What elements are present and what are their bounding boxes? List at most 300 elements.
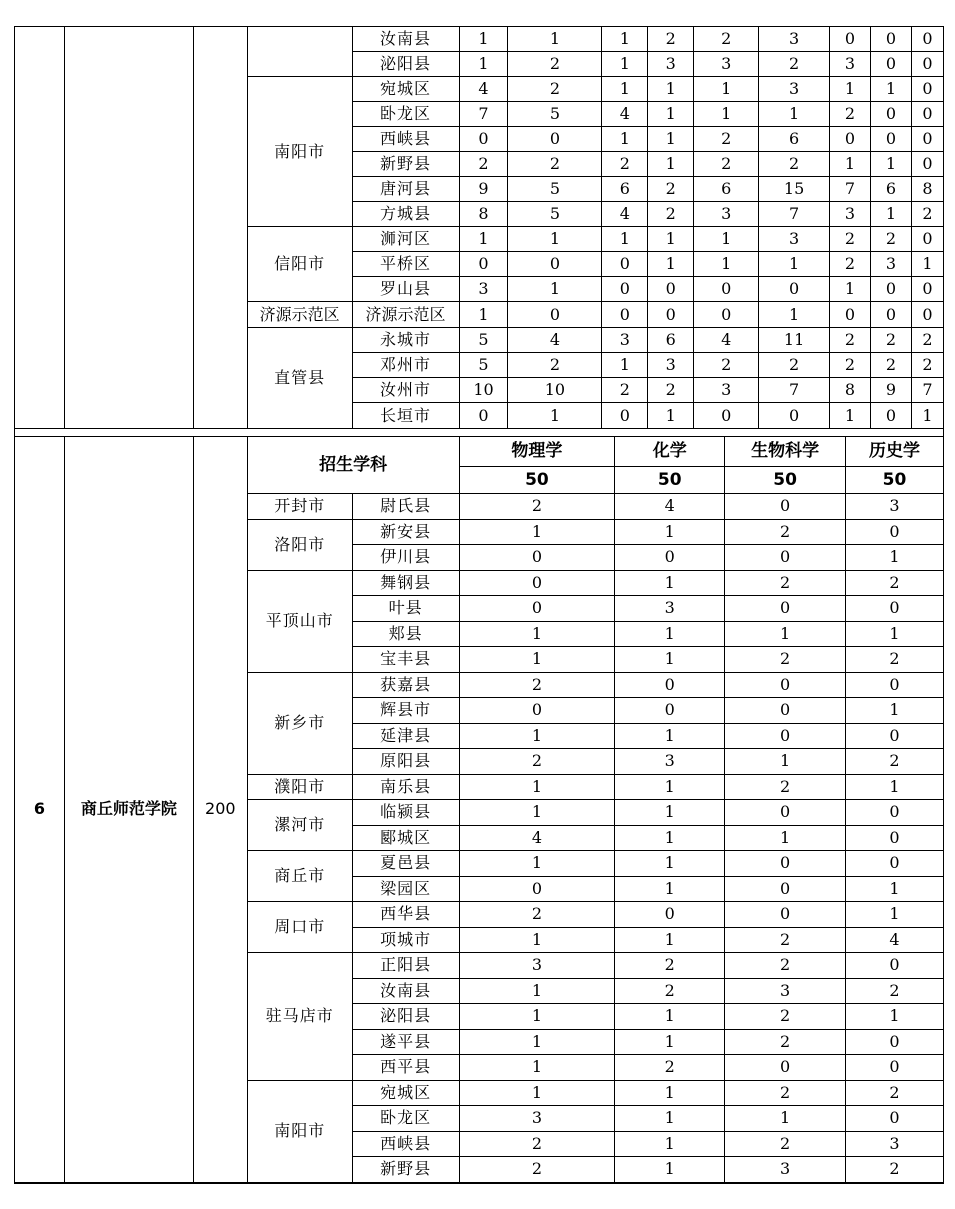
value-cell: 0 <box>911 127 943 152</box>
value-cell: 0 <box>648 277 694 302</box>
value-cell: 0 <box>911 52 943 77</box>
value-cell: 2 <box>459 672 615 698</box>
county-cell: 西华县 <box>352 902 459 928</box>
value-cell: 1 <box>725 825 846 851</box>
value-cell: 6 <box>602 177 648 202</box>
county-cell: 郾城区 <box>352 825 459 851</box>
value-cell: 6 <box>759 127 830 152</box>
value-cell: 1 <box>694 252 759 277</box>
value-cell: 1 <box>459 800 615 826</box>
county-cell: 西平县 <box>352 1055 459 1081</box>
top-quota-table <box>14 26 944 429</box>
value-cell: 2 <box>725 774 846 800</box>
value-cell: 3 <box>648 353 694 378</box>
value-cell: 1 <box>508 277 602 302</box>
value-cell: 1 <box>615 876 725 902</box>
value-cell: 1 <box>459 774 615 800</box>
value-cell: 1 <box>830 77 871 102</box>
value-cell: 2 <box>725 570 846 596</box>
value-cell: 1 <box>602 77 648 102</box>
school-6-quota-table <box>14 436 944 1183</box>
value-cell: 3 <box>694 378 759 403</box>
value-cell: 7 <box>759 378 830 403</box>
value-cell: 0 <box>911 277 943 302</box>
value-cell: 4 <box>602 202 648 227</box>
value-cell: 0 <box>615 672 725 698</box>
city-cell <box>247 27 352 77</box>
value-cell: 0 <box>846 1106 944 1132</box>
value-cell: 2 <box>911 353 943 378</box>
value-cell: 1 <box>459 723 615 749</box>
value-cell: 1 <box>694 102 759 127</box>
city-cell: 直管县 <box>247 328 352 429</box>
value-cell: 1 <box>648 227 694 252</box>
value-cell: 6 <box>694 177 759 202</box>
county-cell: 叶县 <box>352 596 459 622</box>
value-cell: 0 <box>911 77 943 102</box>
value-cell: 2 <box>725 647 846 673</box>
value-cell: 1 <box>602 27 648 52</box>
value-cell: 1 <box>870 202 911 227</box>
county-cell: 新野县 <box>352 152 459 177</box>
value-cell: 0 <box>459 570 615 596</box>
value-cell: 2 <box>615 953 725 979</box>
value-cell: 5 <box>508 102 602 127</box>
county-cell: 临颍县 <box>352 800 459 826</box>
county-cell: 汝南县 <box>352 978 459 1004</box>
value-cell: 1 <box>615 851 725 877</box>
value-cell: 1 <box>459 27 508 52</box>
value-cell: 1 <box>602 52 648 77</box>
value-cell: 0 <box>602 277 648 302</box>
school-index: 6 <box>15 437 65 1183</box>
county-cell: 浉河区 <box>352 227 459 252</box>
value-cell: 1 <box>725 1106 846 1132</box>
value-cell: 1 <box>615 723 725 749</box>
value-cell: 0 <box>911 227 943 252</box>
value-cell: 2 <box>830 252 871 277</box>
county-cell: 夏邑县 <box>352 851 459 877</box>
value-cell: 2 <box>648 27 694 52</box>
value-cell: 2 <box>459 1131 615 1157</box>
county-cell: 南乐县 <box>352 774 459 800</box>
value-cell: 0 <box>870 403 911 429</box>
value-cell: 2 <box>459 749 615 775</box>
value-cell: 0 <box>615 698 725 724</box>
county-cell: 方城县 <box>352 202 459 227</box>
value-cell: 1 <box>846 621 944 647</box>
value-cell: 1 <box>648 77 694 102</box>
value-cell: 0 <box>615 902 725 928</box>
value-cell: 0 <box>870 277 911 302</box>
value-cell: 10 <box>508 378 602 403</box>
value-cell: 3 <box>725 978 846 1004</box>
value-cell: 0 <box>725 876 846 902</box>
value-cell: 1 <box>459 647 615 673</box>
value-cell: 2 <box>725 1131 846 1157</box>
value-cell: 0 <box>648 302 694 328</box>
county-cell: 唐河县 <box>352 177 459 202</box>
value-cell: 5 <box>508 177 602 202</box>
value-cell: 0 <box>759 403 830 429</box>
value-cell: 1 <box>602 227 648 252</box>
value-cell: 0 <box>846 800 944 826</box>
value-cell: 2 <box>759 52 830 77</box>
value-cell: 6 <box>648 328 694 353</box>
city-cell: 南阳市 <box>247 77 352 227</box>
city-cell: 商丘市 <box>247 851 352 902</box>
value-cell: 7 <box>830 177 871 202</box>
value-cell: 2 <box>725 1004 846 1030</box>
value-cell: 0 <box>602 252 648 277</box>
county-cell: 新野县 <box>352 1157 459 1183</box>
county-cell: 新安县 <box>352 519 459 545</box>
value-cell: 1 <box>694 77 759 102</box>
value-cell: 0 <box>725 545 846 571</box>
county-cell: 延津县 <box>352 723 459 749</box>
value-cell: 2 <box>459 494 615 520</box>
subject-header-row <box>15 437 944 467</box>
value-cell: 0 <box>911 102 943 127</box>
value-cell: 2 <box>648 378 694 403</box>
subject-quota: 50 <box>459 467 615 494</box>
value-cell: 0 <box>870 27 911 52</box>
value-cell: 0 <box>459 127 508 152</box>
value-cell: 0 <box>870 127 911 152</box>
value-cell: 0 <box>911 302 943 328</box>
value-cell: 0 <box>459 545 615 571</box>
value-cell: 0 <box>830 27 871 52</box>
county-cell: 西峡县 <box>352 127 459 152</box>
value-cell: 1 <box>648 102 694 127</box>
value-cell: 8 <box>459 202 508 227</box>
value-cell: 0 <box>846 723 944 749</box>
county-cell: 汝南县 <box>352 27 459 52</box>
value-cell: 0 <box>508 302 602 328</box>
value-cell: 2 <box>615 1055 725 1081</box>
value-cell: 3 <box>459 277 508 302</box>
subject-name: 物理学 <box>459 437 615 467</box>
value-cell: 2 <box>725 1080 846 1106</box>
county-cell: 长垣市 <box>352 403 459 429</box>
value-cell: 2 <box>648 202 694 227</box>
value-cell: 4 <box>459 77 508 102</box>
value-cell: 0 <box>725 723 846 749</box>
city-cell: 驻马店市 <box>247 953 352 1081</box>
value-cell: 1 <box>759 102 830 127</box>
value-cell: 1 <box>615 927 725 953</box>
value-cell: 0 <box>846 825 944 851</box>
value-cell: 0 <box>846 1029 944 1055</box>
value-cell: 4 <box>459 825 615 851</box>
county-cell: 伊川县 <box>352 545 459 571</box>
county-cell: 泌阳县 <box>352 1004 459 1030</box>
value-cell: 2 <box>694 353 759 378</box>
county-cell: 宝丰县 <box>352 647 459 673</box>
value-cell: 3 <box>459 1106 615 1132</box>
value-cell: 1 <box>846 902 944 928</box>
value-cell: 3 <box>725 1157 846 1183</box>
value-cell: 2 <box>508 52 602 77</box>
value-cell: 1 <box>615 1131 725 1157</box>
value-cell: 3 <box>459 953 615 979</box>
value-cell: 2 <box>648 177 694 202</box>
county-cell: 济源示范区 <box>352 302 459 328</box>
county-cell: 邓州市 <box>352 353 459 378</box>
value-cell: 1 <box>648 252 694 277</box>
value-cell: 1 <box>846 876 944 902</box>
value-cell: 2 <box>830 353 871 378</box>
value-cell: 1 <box>615 570 725 596</box>
school-cell-continued <box>64 27 193 429</box>
value-cell: 3 <box>648 52 694 77</box>
value-cell: 0 <box>615 545 725 571</box>
value-cell: 0 <box>870 102 911 127</box>
value-cell: 2 <box>725 1029 846 1055</box>
school-total-quota: 200 <box>193 437 247 1183</box>
value-cell: 1 <box>615 1004 725 1030</box>
city-cell: 周口市 <box>247 902 352 953</box>
value-cell: 7 <box>459 102 508 127</box>
subject-quota: 50 <box>615 467 725 494</box>
value-cell: 2 <box>725 519 846 545</box>
value-cell: 1 <box>615 825 725 851</box>
subject-name: 化学 <box>615 437 725 467</box>
value-cell: 4 <box>694 328 759 353</box>
value-cell: 0 <box>459 403 508 429</box>
county-cell: 辉县市 <box>352 698 459 724</box>
value-cell: 7 <box>759 202 830 227</box>
value-cell: 1 <box>846 698 944 724</box>
value-cell: 3 <box>830 52 871 77</box>
value-cell: 1 <box>615 1106 725 1132</box>
value-cell: 1 <box>459 1029 615 1055</box>
value-cell: 7 <box>911 378 943 403</box>
value-cell: 1 <box>615 519 725 545</box>
value-cell: 1 <box>459 1055 615 1081</box>
value-cell: 0 <box>830 127 871 152</box>
value-cell: 0 <box>846 519 944 545</box>
county-cell: 宛城区 <box>352 1080 459 1106</box>
value-cell: 2 <box>870 328 911 353</box>
value-cell: 1 <box>459 851 615 877</box>
value-cell: 2 <box>846 1157 944 1183</box>
value-cell: 1 <box>870 152 911 177</box>
value-cell: 3 <box>846 494 944 520</box>
value-cell: 0 <box>846 672 944 698</box>
value-cell: 1 <box>602 353 648 378</box>
value-cell: 2 <box>870 353 911 378</box>
value-cell: 0 <box>725 851 846 877</box>
value-cell: 0 <box>694 277 759 302</box>
value-cell: 1 <box>615 647 725 673</box>
value-cell: 2 <box>846 749 944 775</box>
value-cell: 2 <box>694 127 759 152</box>
value-cell: 2 <box>911 202 943 227</box>
value-cell: 1 <box>830 403 871 429</box>
value-cell: 1 <box>459 978 615 1004</box>
value-cell: 1 <box>846 545 944 571</box>
value-cell: 3 <box>759 27 830 52</box>
city-cell: 濮阳市 <box>247 774 352 800</box>
city-cell: 信阳市 <box>247 227 352 302</box>
value-cell: 0 <box>725 698 846 724</box>
value-cell: 2 <box>459 902 615 928</box>
county-cell: 遂平县 <box>352 1029 459 1055</box>
value-cell: 1 <box>759 252 830 277</box>
value-cell: 9 <box>870 378 911 403</box>
total-cell-continued <box>193 27 247 429</box>
value-cell: 0 <box>725 902 846 928</box>
value-cell: 3 <box>694 202 759 227</box>
value-cell: 0 <box>870 52 911 77</box>
value-cell: 3 <box>759 77 830 102</box>
value-cell: 1 <box>615 800 725 826</box>
subject-name: 生物科学 <box>725 437 846 467</box>
value-cell: 0 <box>459 252 508 277</box>
value-cell: 1 <box>615 1029 725 1055</box>
value-cell: 0 <box>846 953 944 979</box>
value-cell: 0 <box>911 27 943 52</box>
value-cell: 1 <box>759 302 830 328</box>
value-cell: 4 <box>846 927 944 953</box>
value-cell: 2 <box>870 227 911 252</box>
value-cell: 2 <box>694 27 759 52</box>
value-cell: 0 <box>459 698 615 724</box>
value-cell: 1 <box>911 252 943 277</box>
value-cell: 5 <box>459 328 508 353</box>
value-cell: 2 <box>602 152 648 177</box>
value-cell: 1 <box>459 1080 615 1106</box>
value-cell: 1 <box>508 227 602 252</box>
county-cell: 卧龙区 <box>352 1106 459 1132</box>
county-cell: 项城市 <box>352 927 459 953</box>
value-cell: 4 <box>615 494 725 520</box>
city-cell: 洛阳市 <box>247 519 352 570</box>
value-cell: 2 <box>508 77 602 102</box>
value-cell: 2 <box>459 1157 615 1183</box>
county-cell: 卧龙区 <box>352 102 459 127</box>
value-cell: 0 <box>725 672 846 698</box>
value-cell: 8 <box>830 378 871 403</box>
value-cell: 2 <box>830 102 871 127</box>
value-cell: 1 <box>459 519 615 545</box>
value-cell: 3 <box>602 328 648 353</box>
county-cell: 正阳县 <box>352 953 459 979</box>
county-cell: 原阳县 <box>352 749 459 775</box>
county-cell: 泌阳县 <box>352 52 459 77</box>
value-cell: 0 <box>846 1055 944 1081</box>
city-cell: 漯河市 <box>247 800 352 851</box>
city-cell: 济源示范区 <box>247 302 352 328</box>
value-cell: 9 <box>459 177 508 202</box>
value-cell: 2 <box>830 227 871 252</box>
value-cell: 1 <box>830 152 871 177</box>
school-name: 商丘师范学院 <box>64 437 193 1183</box>
value-cell: 1 <box>615 1157 725 1183</box>
city-cell: 新乡市 <box>247 672 352 774</box>
value-cell: 0 <box>602 302 648 328</box>
city-cell: 平顶山市 <box>247 570 352 672</box>
value-cell: 0 <box>725 596 846 622</box>
county-cell: 舞钢县 <box>352 570 459 596</box>
value-cell: 0 <box>846 596 944 622</box>
value-cell: 0 <box>846 851 944 877</box>
subject-quota: 50 <box>846 467 944 494</box>
value-cell: 2 <box>694 152 759 177</box>
value-cell: 1 <box>508 27 602 52</box>
county-cell: 平桥区 <box>352 252 459 277</box>
county-cell: 尉氏县 <box>352 494 459 520</box>
value-cell: 0 <box>911 152 943 177</box>
value-cell: 1 <box>830 277 871 302</box>
value-cell: 1 <box>615 621 725 647</box>
value-cell: 15 <box>759 177 830 202</box>
value-cell: 0 <box>508 127 602 152</box>
value-cell: 2 <box>911 328 943 353</box>
value-cell: 1 <box>459 302 508 328</box>
subject-name: 历史学 <box>846 437 944 467</box>
county-cell: 永城市 <box>352 328 459 353</box>
value-cell: 1 <box>459 52 508 77</box>
city-cell: 开封市 <box>247 494 352 520</box>
value-cell: 2 <box>846 647 944 673</box>
value-cell: 0 <box>459 596 615 622</box>
subject-quota: 50 <box>725 467 846 494</box>
city-cell: 南阳市 <box>247 1080 352 1182</box>
county-cell: 西峡县 <box>352 1131 459 1157</box>
value-cell: 3 <box>615 596 725 622</box>
index-cell-continued <box>15 27 65 429</box>
value-cell: 0 <box>459 876 615 902</box>
value-cell: 5 <box>459 353 508 378</box>
value-cell: 1 <box>459 927 615 953</box>
value-cell: 1 <box>615 1080 725 1106</box>
value-cell: 4 <box>602 102 648 127</box>
value-cell: 2 <box>759 152 830 177</box>
value-cell: 2 <box>602 378 648 403</box>
county-cell: 汝州市 <box>352 378 459 403</box>
value-cell: 2 <box>725 927 846 953</box>
value-cell: 2 <box>725 953 846 979</box>
value-cell: 1 <box>648 152 694 177</box>
subject-header-label: 招生学科 <box>247 437 459 494</box>
value-cell: 0 <box>508 252 602 277</box>
value-cell: 3 <box>615 749 725 775</box>
value-cell: 1 <box>911 403 943 429</box>
value-cell: 0 <box>725 494 846 520</box>
value-cell: 0 <box>694 302 759 328</box>
value-cell: 3 <box>870 252 911 277</box>
value-cell: 4 <box>508 328 602 353</box>
value-cell: 11 <box>759 328 830 353</box>
value-cell: 1 <box>615 774 725 800</box>
value-cell: 8 <box>911 177 943 202</box>
value-cell: 1 <box>648 127 694 152</box>
value-cell: 1 <box>648 403 694 429</box>
county-cell: 宛城区 <box>352 77 459 102</box>
value-cell: 2 <box>846 570 944 596</box>
value-cell: 1 <box>694 227 759 252</box>
value-cell: 3 <box>759 227 830 252</box>
value-cell: 1 <box>725 621 846 647</box>
value-cell: 0 <box>725 1055 846 1081</box>
county-cell: 梁园区 <box>352 876 459 902</box>
county-cell: 郏县 <box>352 621 459 647</box>
value-cell: 2 <box>508 152 602 177</box>
county-cell: 获嘉县 <box>352 672 459 698</box>
value-cell: 1 <box>725 749 846 775</box>
